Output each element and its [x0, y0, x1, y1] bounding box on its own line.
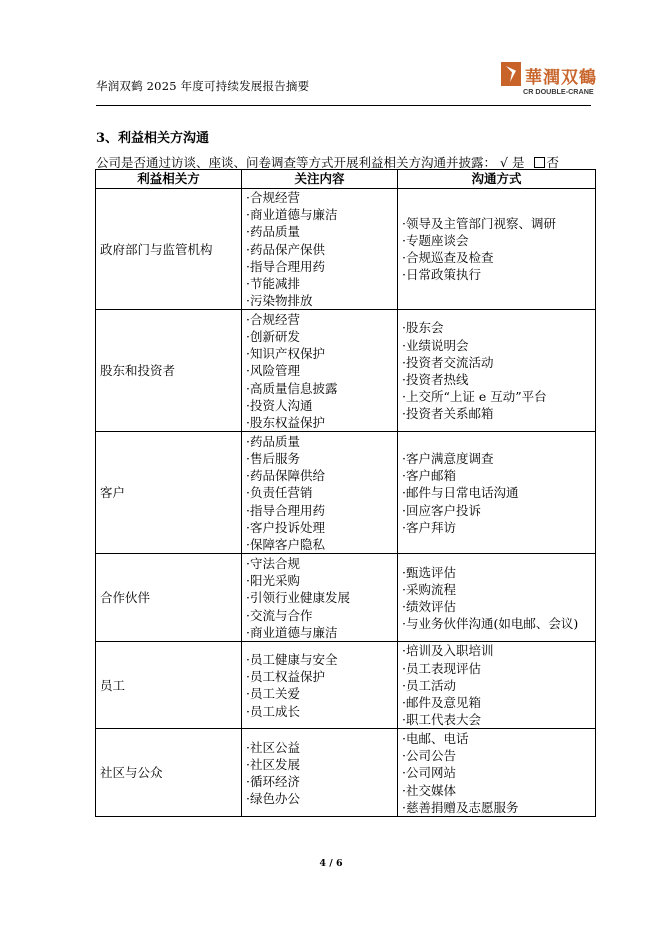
table-header-row	[96, 170, 596, 189]
list-item: ·客户满意度调查	[402, 450, 494, 466]
list-item: ·投资者关系邮箱	[402, 406, 494, 422]
list-item: ·风险管理	[246, 363, 300, 379]
crane-logo-icon	[501, 62, 521, 86]
option-yes-checkmark: √	[500, 155, 508, 170]
option-no-checkbox-icon	[534, 157, 545, 168]
concerns-cell	[242, 310, 398, 432]
list-item: ·员工表现评估	[402, 660, 481, 676]
stakeholder-cell: 合作伙伴	[96, 554, 242, 642]
list-item: ·交流与合作	[246, 607, 313, 623]
company-logo	[501, 62, 597, 98]
list-item: ·甄选评估	[402, 564, 456, 580]
stakeholder-cell: 客户	[96, 432, 242, 554]
list-item: ·药品保产保供	[246, 241, 325, 257]
list-item: ·员工关爱	[246, 686, 300, 702]
list-item: ·采购流程	[402, 581, 456, 597]
list-item: ·污染物排放	[246, 293, 313, 309]
header-divider	[96, 105, 591, 106]
methods-cell	[398, 729, 596, 817]
concerns-cell	[242, 729, 398, 817]
list-item: ·邮件与日常电话沟通	[402, 485, 519, 501]
list-item: ·股东权益保护	[246, 414, 325, 430]
list-item: ·公司公告	[402, 748, 456, 764]
list-item: ·商业道德与廉洁	[246, 624, 338, 640]
list-item: ·引领行业健康发展	[246, 590, 350, 606]
list-item: ·负责任营销	[246, 485, 313, 501]
stakeholder-cell: 股东和投资者	[96, 310, 242, 432]
list-item: ·领导及主管部门视察、调研	[402, 215, 556, 231]
table-row	[96, 554, 596, 642]
list-item: ·投资者交流活动	[402, 354, 494, 370]
stakeholder-communication-table	[95, 169, 596, 817]
concerns-cell	[242, 642, 398, 729]
option-yes-label: 是	[511, 155, 525, 170]
list-item: ·阳光采购	[246, 573, 300, 589]
disclosure-text: 公司是否通过访谈、座谈、问卷调查等方式开展利益相关方沟通并披露：	[96, 155, 497, 170]
page-number: 4 / 6	[319, 858, 343, 869]
list-item: ·绩效评估	[402, 598, 456, 614]
list-item: ·循环经济	[246, 773, 300, 789]
list-item: ·培训及入职培训	[402, 643, 494, 659]
list-item: ·公司网站	[402, 765, 456, 781]
list-item: ·投资者热线	[402, 371, 469, 387]
methods-cell	[398, 432, 596, 554]
list-item: ·绿色办公	[246, 791, 300, 807]
table-row	[96, 729, 596, 817]
stakeholder-cell: 政府部门与监管机构	[96, 189, 242, 310]
list-item: ·回应客户投诉	[402, 502, 481, 518]
table-row	[96, 432, 596, 554]
methods-cell	[398, 310, 596, 432]
list-item: ·指导合理用药	[246, 502, 325, 518]
methods-cell	[398, 642, 596, 729]
list-item: ·员工成长	[246, 703, 300, 719]
list-item: ·客户拜访	[402, 519, 456, 535]
list-item: ·合规经营	[246, 190, 300, 205]
list-item: ·保障客户隐私	[246, 536, 325, 552]
list-item: ·社区发展	[246, 756, 300, 772]
list-item: ·上交所“上证 e 互动”平台	[402, 389, 547, 405]
list-item: ·专题座谈会	[402, 233, 469, 248]
report-title: 华润双鹤 2025 年度可持续发展报告摘要	[96, 79, 310, 93]
list-item: ·员工权益保护	[246, 669, 325, 685]
list-item: ·药品质量	[246, 224, 300, 240]
list-item: ·邮件及意见箱	[402, 695, 481, 711]
methods-cell	[398, 554, 596, 642]
list-item: ·守法合规	[246, 555, 300, 571]
list-item: ·员工健康与安全	[246, 652, 338, 668]
list-item: ·高质量信息披露	[246, 380, 338, 396]
concerns-cell	[242, 189, 398, 310]
list-item: ·售后服务	[246, 450, 300, 466]
list-item: ·与业务伙伴沟通(如电邮、会议)	[402, 616, 579, 632]
list-item: ·社区公益	[246, 739, 300, 755]
list-item: ·社交媒体	[402, 782, 456, 798]
section-title: 3、利益相关方沟通	[96, 131, 210, 146]
concerns-cell	[242, 432, 398, 554]
list-item: ·职工代表大会	[402, 712, 481, 728]
list-item: ·客户投诉处理	[246, 519, 325, 535]
list-item: ·投资人沟通	[246, 397, 313, 413]
table-row	[96, 189, 596, 310]
list-item: ·节能减排	[246, 276, 300, 292]
table-row	[96, 642, 596, 729]
list-item: ·知识产权保护	[246, 346, 325, 362]
methods-cell	[398, 189, 596, 310]
list-item: ·商业道德与廉洁	[246, 207, 338, 223]
list-item: ·药品保障供给	[246, 468, 325, 484]
list-item: ·指导合理用药	[246, 258, 325, 274]
stakeholder-cell: 员工	[96, 642, 242, 729]
list-item: ·创新研发	[246, 328, 300, 344]
logo-chinese-name: 華潤双鶴	[525, 68, 597, 88]
table-row	[96, 310, 596, 432]
option-no-label: 否	[546, 155, 559, 170]
list-item: ·电邮、电话	[402, 730, 469, 746]
stakeholder-cell: 社区与公众	[96, 729, 242, 817]
list-item: ·日常政策执行	[402, 267, 481, 283]
table-body	[96, 189, 596, 817]
concerns-cell	[242, 554, 398, 642]
list-item: ·员工活动	[402, 677, 456, 693]
list-item: ·股东会	[402, 320, 444, 336]
column-header-concerns: 关注内容	[242, 170, 398, 189]
list-item: ·慈善捐赠及志愿服务	[402, 799, 519, 815]
list-item: ·合规巡查及检查	[402, 250, 494, 266]
logo-english-name: CR DOUBLE-CRANE	[523, 87, 594, 96]
list-item: ·药品质量	[246, 433, 300, 449]
list-item: ·合规经营	[246, 311, 300, 327]
list-item: ·业绩说明会	[402, 337, 469, 353]
column-header-methods: 沟通方式	[398, 170, 596, 189]
column-header-stakeholder: 利益相关方	[96, 170, 242, 189]
list-item: ·客户邮箱	[402, 468, 456, 484]
